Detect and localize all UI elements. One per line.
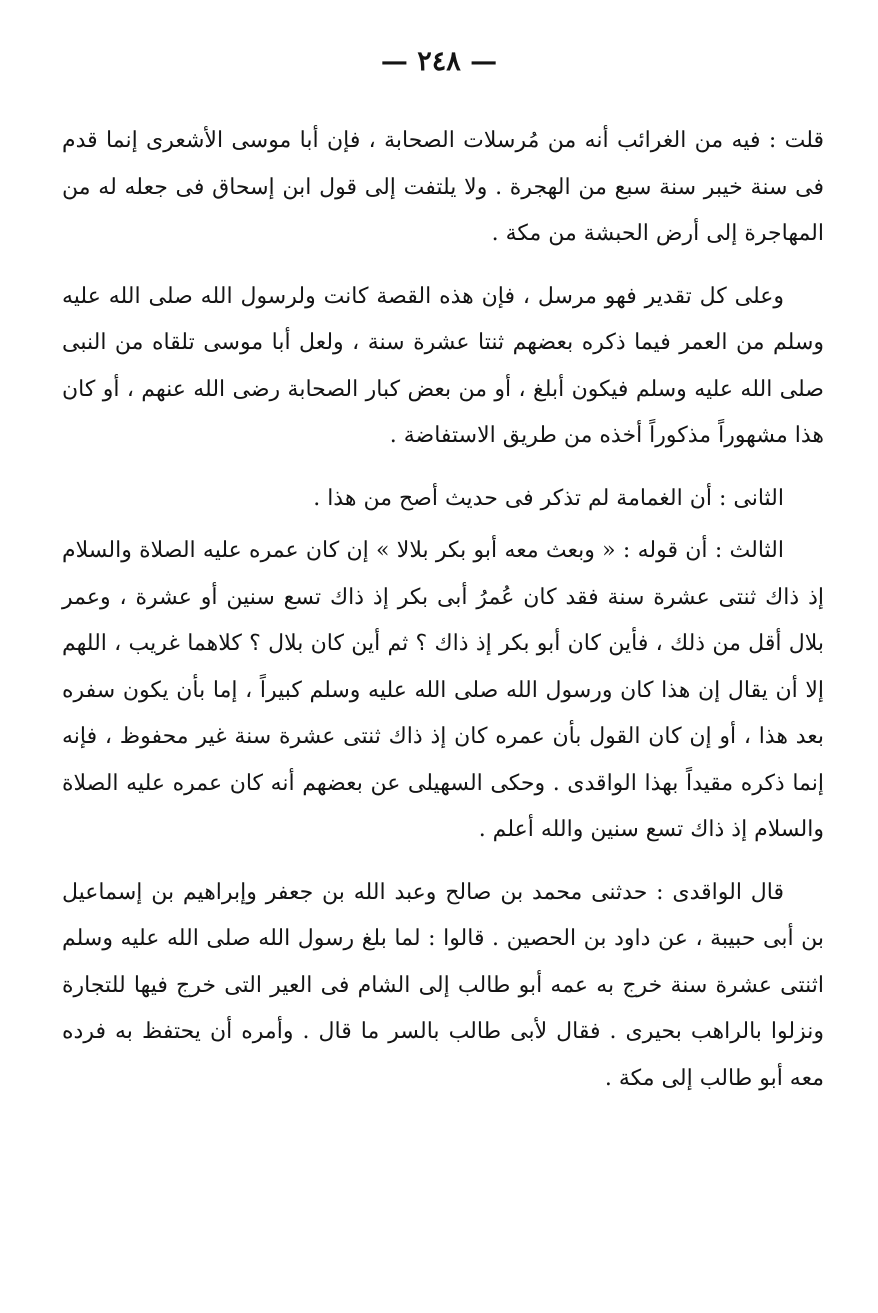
page-number: — ٢٤٨ —	[380, 46, 498, 77]
body-text	[62, 118, 824, 1118]
paragraph-4: الثالث : أن قوله : « وبعث معه أبو بكر بلالا » إن كان عمره عليه الصلاة والسلام إذ ذاك ثنتى عشرة سنة فقد كان عُمرُ أبى بكر إذ ذاك تسع سنين أو عشرة ، وعمر بلال أقل من ذلك ، فأين كان أبو بكر إذ ذاك ؟ ثم أين كان بلال ؟ كلاهما غريب ، اللهم إلا أن يقال إن هذا كان ورسول الله صلى الله عليه وسلم كبيراً ، إما بأن يكون سفره بعد هذا ، أو إن كان القول بأن عمره كان إذ ذاك ثنتى عشرة سنة غير محفوظ ، فإنه إنما ذكره مقيداً بهذا الواقدى . وحكى السهيلى عن بعضهم أنه كان عمره عليه الصلاة والسلام إذ ذاك تسع سنين والله أعلم .	[62, 538, 824, 842]
paragraph-2: وعلى كل تقدير فهو مرسل ، فإن هذه القصة كانت ولرسول الله صلى الله عليه وسلم من العمر فيما ذكره بعضهم ثنتا عشرة سنة ، ولعل أبا موسى تلقاه من النبى صلى الله عليه وسلم فيكون أبلغ ، أو من بعض كبار الصحابة رضى الله عنهم ، أو كان هذا مشهوراً مذكوراً أخذه من طريق الاستفاضة .	[62, 283, 824, 448]
paragraph-3: الثانى : أن الغمامة لم تذكر فى حديث أصح من هذا .	[313, 485, 784, 511]
paragraph-5: قال الواقدى : حدثنى محمد بن صالح وعبد الله بن جعفر وإبراهيم بن إسماعيل بن أبى حبيبة ، عن داود بن الحصين . قالوا : لما بلغ رسول الله صلى الله عليه وسلم اثنتى عشرة سنة خرج به عمه أبو طالب إلى الشام فى العير التى خرج فيها للتجارة ونزلوا بالراهب بحيرى . فقال لأبى طالب بالسر ما قال . وأمره أن يحتفظ به فرده معه أبو طالب إلى مكة .	[62, 879, 824, 1091]
paragraph-1: قلت : فيه من الغرائب أنه من مُرسلات الصحابة ، فإن أبا موسى الأشعرى إنما قدم فى سنة خيبر سنة سبع من الهجرة . ولا يلتفت إلى قول ابن إسحاق فى جعله له من المهاجرة إلى أرض الحبشة من مكة .	[62, 128, 824, 246]
